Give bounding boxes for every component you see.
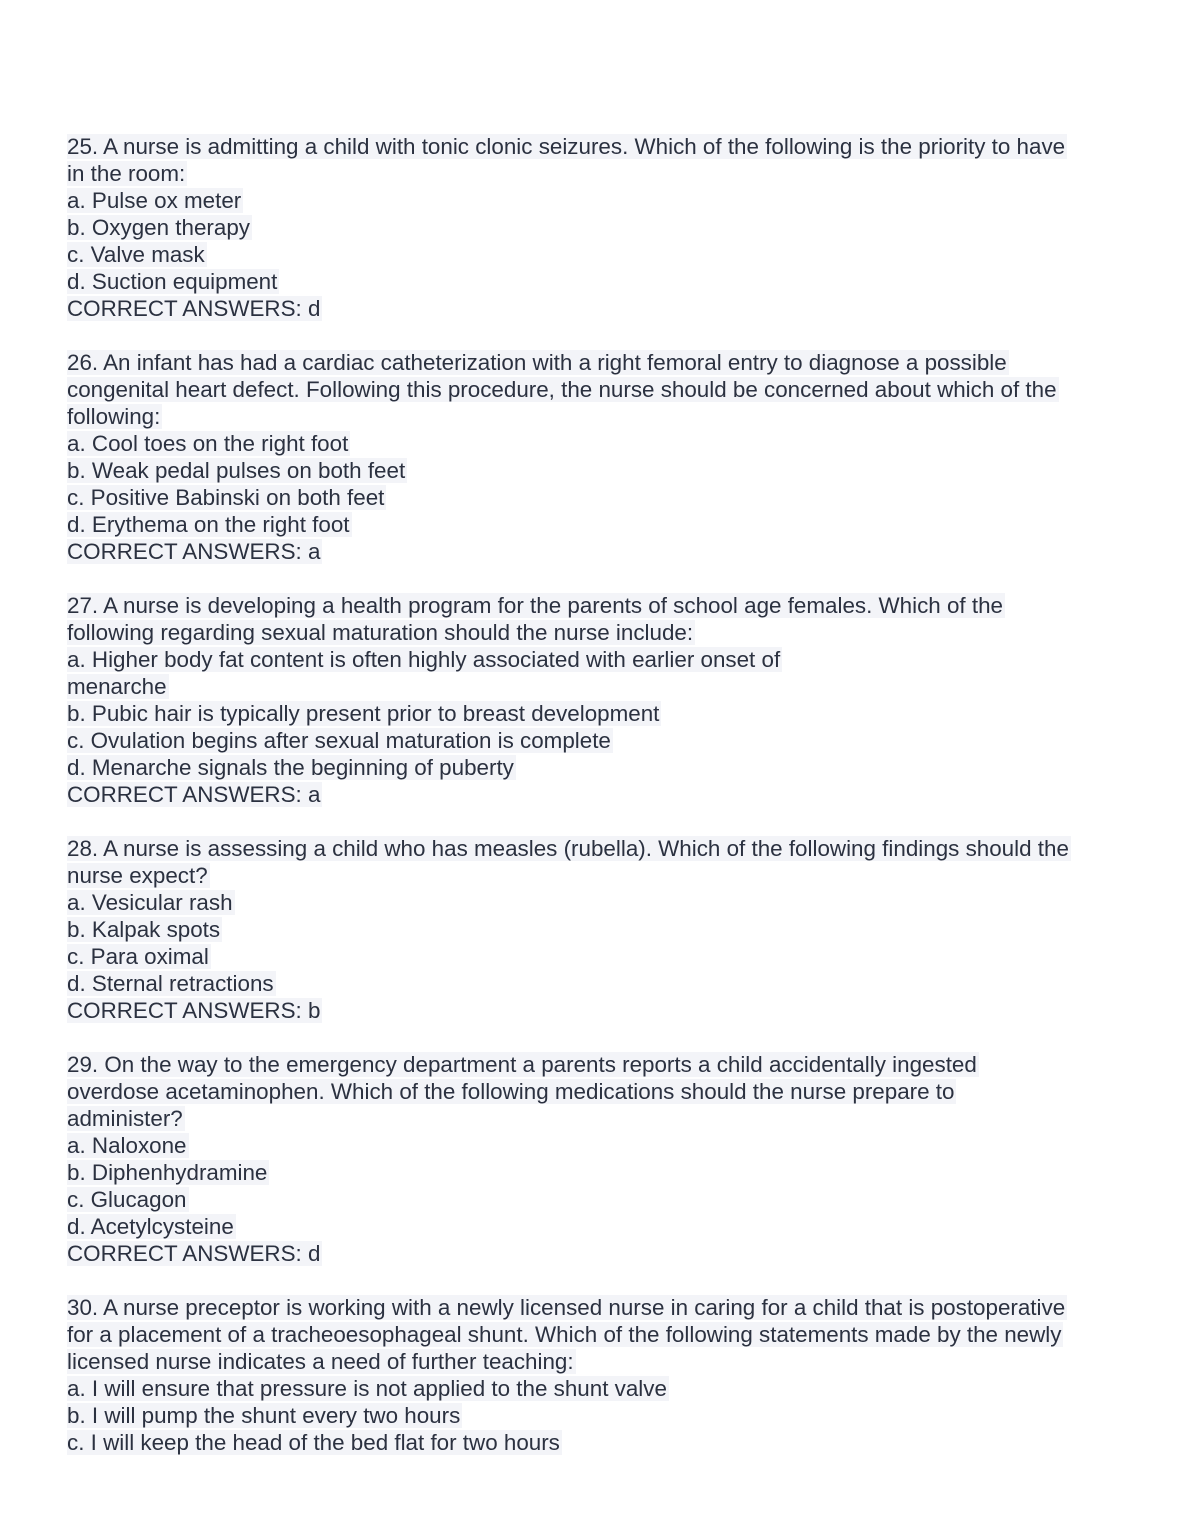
document-page xyxy=(67,133,1127,1483)
answer-option-b: b. Weak pedal pulses on both feet xyxy=(67,458,406,483)
question-block-30 xyxy=(67,1294,1127,1456)
answer-option-c: c. Glucagon xyxy=(67,1187,187,1212)
question-text-line: overdose acetaminophen. Which of the following medications should the nurse prepare to xyxy=(67,1079,955,1104)
question-text-line: 28. A nurse is assessing a child who has measles (rubella). Which of the following findings should the xyxy=(67,836,1069,861)
question-text-line: following: xyxy=(67,404,161,429)
answer-option-a: a. Naloxone xyxy=(67,1133,187,1158)
question-text-line: for a placement of a tracheoesophageal shunt. Which of the following statements made by the newly xyxy=(67,1322,1062,1347)
answer-option-a: a. Pulse ox meter xyxy=(67,188,242,213)
question-text-line: nurse expect? xyxy=(67,863,208,888)
question-text-line: licensed nurse indicates a need of further teaching: xyxy=(67,1349,574,1374)
question-text-line: 26. An infant has had a cardiac catheterization with a right femoral entry to diagnose a possible xyxy=(67,350,1007,375)
correct-answer: CORRECT ANSWERS: d xyxy=(67,296,321,321)
answer-option-a: a. Higher body fat content is often highly associated with earlier onset of xyxy=(67,647,781,672)
answer-option-d: d. Menarche signals the beginning of puberty xyxy=(67,755,514,780)
question-text-line: congenital heart defect. Following this procedure, the nurse should be concerned about which of the xyxy=(67,377,1057,402)
correct-answer: CORRECT ANSWERS: a xyxy=(67,782,321,807)
question-text-line: in the room: xyxy=(67,161,186,186)
answer-option-d: d. Sternal retractions xyxy=(67,971,274,996)
correct-answer: CORRECT ANSWERS: d xyxy=(67,1241,321,1266)
answer-option-a: a. Cool toes on the right foot xyxy=(67,431,349,456)
answer-option-c: c. Ovulation begins after sexual maturation is complete xyxy=(67,728,611,753)
answer-option-d: d. Suction equipment xyxy=(67,269,278,294)
answer-option-c: c. Positive Babinski on both feet xyxy=(67,485,385,510)
question-text-line: 25. A nurse is admitting a child with tonic clonic seizures. Which of the following is the priority to have xyxy=(67,134,1066,159)
answer-option-b: b. Oxygen therapy xyxy=(67,215,250,240)
question-block-29 xyxy=(67,1051,1127,1267)
answer-option-b: b. I will pump the shunt every two hours xyxy=(67,1403,461,1428)
correct-answer: CORRECT ANSWERS: b xyxy=(67,998,321,1023)
answer-option-c: c. Valve mask xyxy=(67,242,205,267)
question-text-line: following regarding sexual maturation should the nurse include: xyxy=(67,620,694,645)
question-block-25 xyxy=(67,133,1127,322)
answer-option-b: b. Diphenhydramine xyxy=(67,1160,268,1185)
question-block-26 xyxy=(67,349,1127,565)
question-text-line: 27. A nurse is developing a health program for the parents of school age females. Which of the xyxy=(67,593,1003,618)
question-text-line: 30. A nurse preceptor is working with a newly licensed nurse in caring for a child that is postoperative xyxy=(67,1295,1066,1320)
answer-option-a-continued: menarche xyxy=(67,674,167,699)
correct-answer: CORRECT ANSWERS: a xyxy=(67,539,321,564)
answer-option-d: d. Acetylcysteine xyxy=(67,1214,234,1239)
answer-option-a: a. I will ensure that pressure is not applied to the shunt valve xyxy=(67,1376,667,1401)
answer-option-c: c. I will keep the head of the bed flat for two hours xyxy=(67,1430,560,1455)
answer-option-b: b. Kalpak spots xyxy=(67,917,221,942)
question-text-line: 29. On the way to the emergency department a parents reports a child accidentally ingested xyxy=(67,1052,977,1077)
answer-option-d: d. Erythema on the right foot xyxy=(67,512,350,537)
answer-option-c: c. Para oximal xyxy=(67,944,209,969)
answer-option-b: b. Pubic hair is typically present prior to breast development xyxy=(67,701,660,726)
answer-option-a: a. Vesicular rash xyxy=(67,890,233,915)
question-block-27 xyxy=(67,592,1127,808)
question-block-28 xyxy=(67,835,1127,1024)
question-text-line: administer? xyxy=(67,1106,183,1131)
